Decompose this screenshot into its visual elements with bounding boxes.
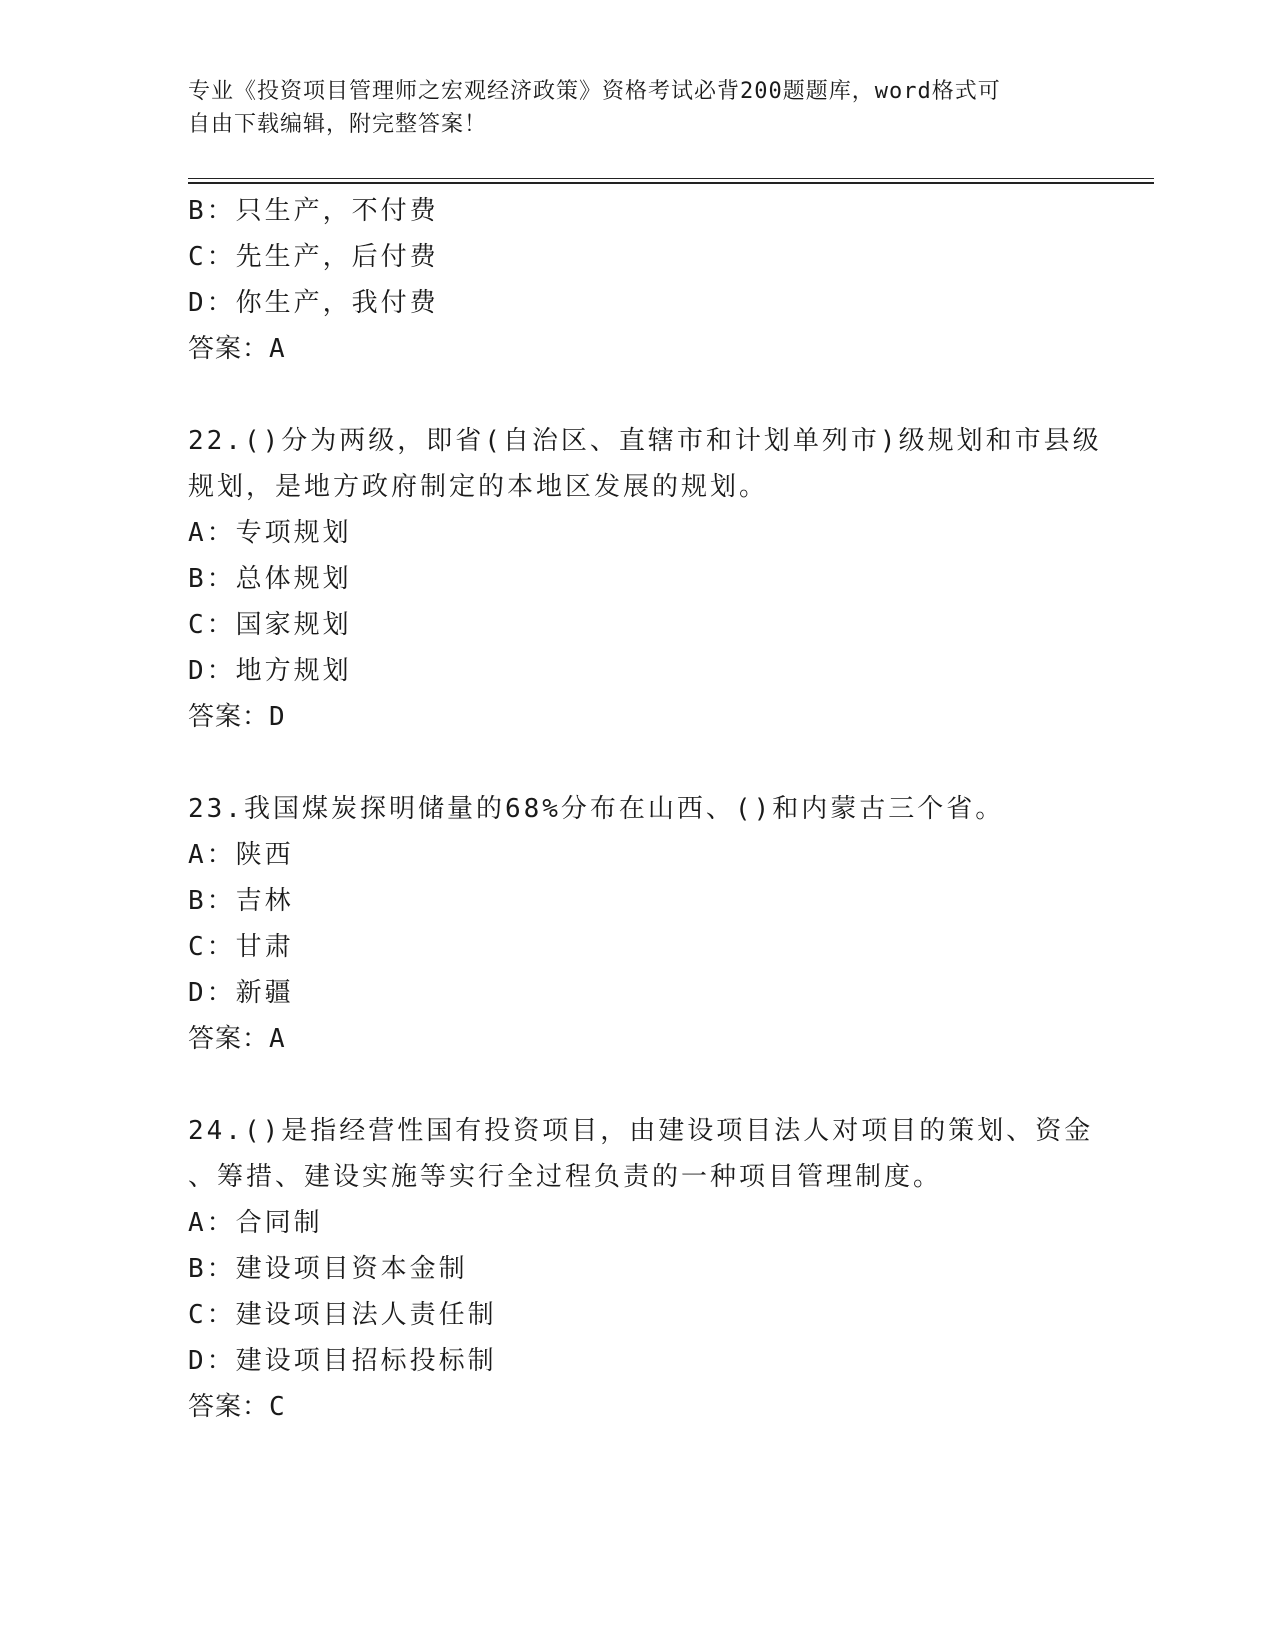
spacer [188,740,1088,786]
question-23 [188,786,1088,1062]
question-22 [188,418,1102,740]
question-text-line-2: 、筹措、建设实施等实行全过程负责的一种项目管理制度。 [188,1162,943,1192]
option-c: C：先生产，后付费 [188,242,439,272]
question-text-line-1: 24.()是指经营性国有投资项目，由建设项目法人对项目的策划、资金 [188,1116,1094,1146]
question-text-line-2: 规划，是地方政府制定的本地区发展的规划。 [188,472,769,502]
answer-line: 答案：D [188,702,286,732]
option-c: C：建设项目法人责任制 [188,1300,497,1330]
header-divider-thick [188,182,1154,184]
answer-line: 答案：A [188,1024,286,1054]
answer-line: 答案：C [188,1392,286,1422]
option-b: B：总体规划 [188,564,352,594]
option-a: A：陕西 [188,840,294,870]
question-text-line-1: 22.()分为两级，即省(自治区、直辖市和计划单列市)级规划和市县级 [188,426,1102,456]
option-b: B：吉林 [188,886,294,916]
spacer [188,1062,1088,1108]
header-divider-thin [188,178,1154,179]
option-c: C：甘肃 [188,932,294,962]
document-body [188,188,1102,1430]
option-d: D：新疆 [188,978,294,1008]
header-title-line-2: 自由下载编辑，附完整答案！ [188,112,488,137]
option-b: B：建设项目资本金制 [188,1254,468,1284]
header-title-line-1: 专业《投资项目管理师之宏观经济政策》资格考试必背200题题库，word格式可 [188,79,1001,104]
question-21-continuation [188,188,1088,372]
answer-line: 答案：A [188,334,286,364]
option-c: C：国家规划 [188,610,352,640]
option-d: D：地方规划 [188,656,352,686]
option-d: D：你生产，我付费 [188,288,439,318]
option-a: A：专项规划 [188,518,352,548]
question-24 [188,1108,1094,1430]
option-b: B：只生产，不付费 [188,196,439,226]
option-d: D：建设项目招标投标制 [188,1346,497,1376]
document-header [188,75,1068,141]
question-text-line-1: 23.我国煤炭探明储量的68%分布在山西、()和内蒙古三个省。 [188,794,1005,824]
option-a: A：合同制 [188,1208,323,1238]
spacer [188,372,1088,418]
